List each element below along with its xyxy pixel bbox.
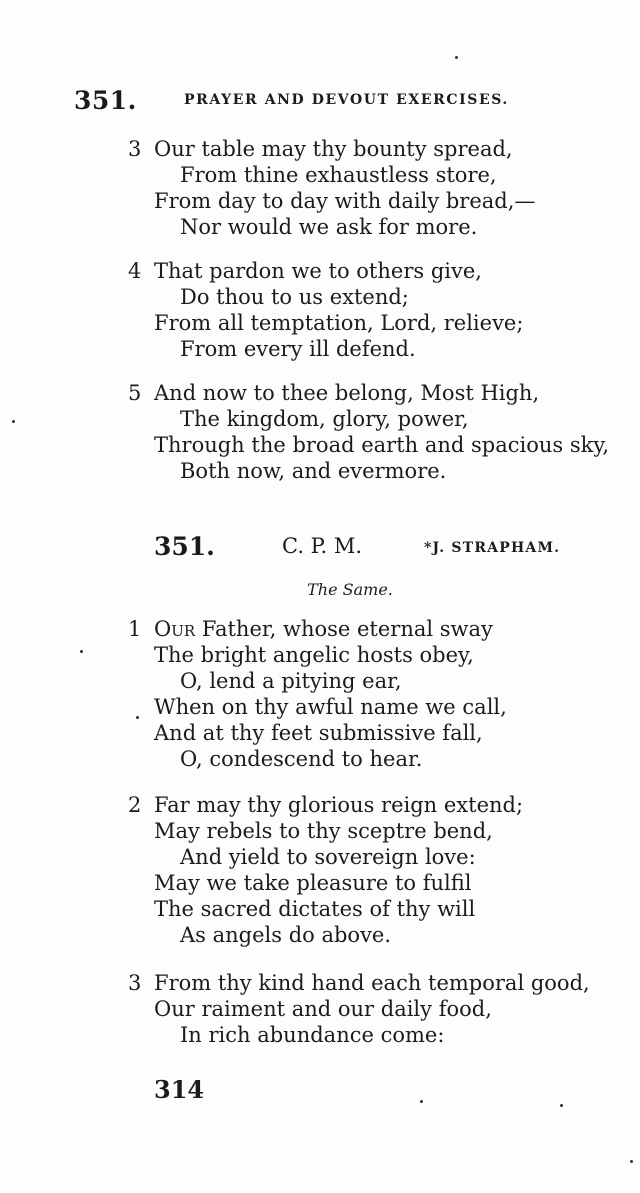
stanza-number: 4 [128,259,142,283]
scan-speck [455,56,458,59]
verse-line: As angels do above. [180,923,392,947]
stanza-number: 2 [128,793,142,817]
verse-line: In rich abundance come: [180,1023,445,1047]
page-number: 314 [154,1075,205,1104]
verse-line: When on thy awful name we call, [154,695,507,719]
scan-speck [560,1104,563,1107]
verse-line: Both now, and evermore. [180,459,447,483]
stanza-number: 1 [128,617,142,641]
scan-speck [630,1160,633,1163]
verse-line: From thine exhaustless store, [180,163,497,187]
verse-line: O, lend a pitying ear, [180,669,402,693]
verse-line: From day to day with daily bread,— [154,189,536,213]
verse-line: And yield to sovereign love: [180,845,476,869]
scan-speck [80,650,83,653]
stanza-number: 3 [128,971,142,995]
verse-line: The bright angelic hosts obey, [154,643,474,667]
scan-speck [136,716,139,719]
stanza-top-5 [128,380,628,484]
verse-line: 1 Our Father, whose eternal sway [128,617,493,641]
hymn-stanza-3 [128,970,628,1048]
running-head-section-title: PRAYER AND DEVOUT EXERCISES. [184,92,509,108]
stanza-number: 3 [128,137,142,161]
verse-line: Our raiment and our daily food, [154,997,492,1021]
verse-line: May rebels to thy sceptre bend, [154,819,493,843]
verse-line: Nor would we ask for more. [180,215,478,239]
verse-line: From all temptation, Lord, relieve; [154,311,524,335]
verse-line: From every ill defend. [180,337,416,361]
hymn-meter: C. P. M. [282,534,363,558]
verse-line: 3 Our table may thy bounty spread, [128,137,513,161]
verse-line: The kingdom, glory, power, [180,407,469,431]
stanza-top-3 [128,136,628,240]
hymn-stanza-2 [128,792,628,948]
verse-line: 2 Far may thy glorious reign extend; [128,793,524,817]
verse-line: 3 From thy kind hand each temporal good, [128,971,590,995]
running-head [74,86,544,116]
verse-line: 4 That pardon we to others give, [128,259,482,283]
verse-line: Do thou to us extend; [180,285,409,309]
hymn-header [154,532,574,566]
verse-line: And at thy feet submissive fall, [154,721,483,745]
hymn-number: 351. [154,532,215,561]
verse-line: May we take pleasure to fulfil [154,871,472,895]
stanza-top-4 [128,258,628,362]
scan-speck [12,420,15,423]
hymn-stanza-1 [128,616,628,772]
verse-line: The sacred dictates of thy will [154,897,476,921]
verse-line: Through the broad earth and spacious sky, [154,433,610,457]
scan-speck [420,1100,423,1103]
running-head-hymn-number: 351. [74,86,137,115]
stanza-number: 5 [128,381,142,405]
hymn-author: *J. STRAPHAM. [424,540,561,556]
first-word: Our [154,617,196,641]
hymn-subtitle: The Same. [307,580,393,599]
verse-line: O, condescend to hear. [180,747,423,771]
verse-line: 5 And now to thee belong, Most High, [128,381,540,405]
